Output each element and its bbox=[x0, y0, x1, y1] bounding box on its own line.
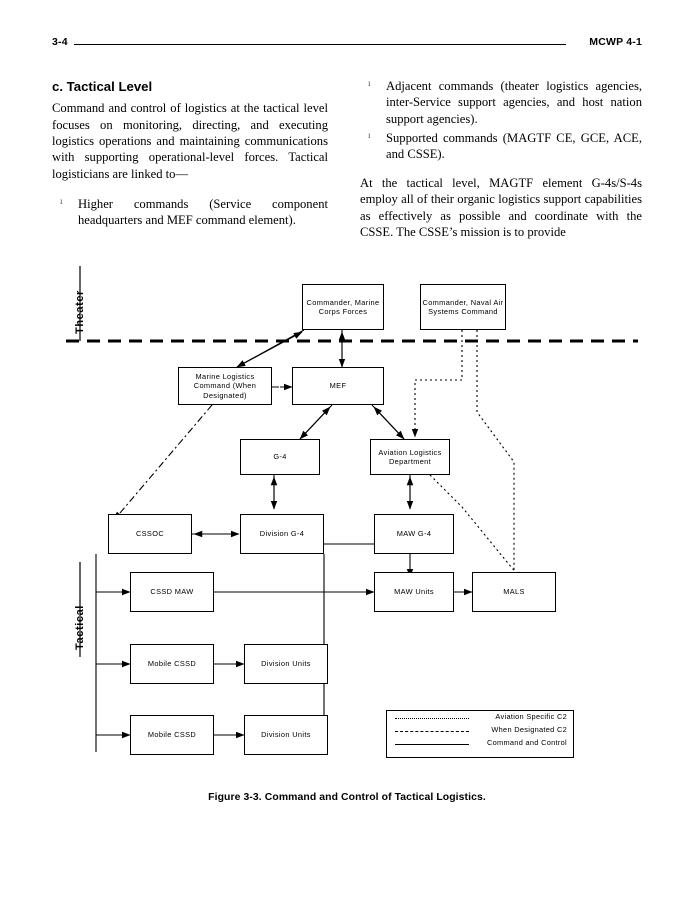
node-mef: MEF bbox=[292, 367, 384, 405]
node-division-g4: Division G-4 bbox=[240, 514, 324, 554]
left-bullet-list bbox=[52, 196, 328, 229]
band-label-theater: Theater bbox=[74, 290, 86, 334]
left-paragraph: Command and control of logistics at the tactical level focuses on monitoring, directing, and executing logistics operations and maintaining communications with supporting operational-level forces. Tactical logisticians are linked to— bbox=[52, 101, 328, 181]
page-header bbox=[52, 36, 642, 56]
legend bbox=[386, 710, 574, 758]
section-heading: c. Tactical Level bbox=[52, 79, 153, 94]
legend-row-when-designated bbox=[387, 724, 573, 737]
right-paragraph: At the tactical level, MAGTF element G-4s/S-4s employ all of their organic logistics support capabilities as effectively as possible and coordinate with the CSSE. The CSSE’s mission is to provide bbox=[360, 175, 642, 239]
list-item bbox=[52, 196, 328, 229]
node-maw-units: MAW Units bbox=[374, 572, 454, 612]
node-cssoc: CSSOC bbox=[108, 514, 192, 554]
node-marine-logistics-command: Marine Logistics Command (When Designated) bbox=[178, 367, 272, 405]
node-commander-marine-corps-forces: Commander, Marine Corps Forces bbox=[302, 284, 384, 330]
document-id: MCWP 4-1 bbox=[589, 36, 642, 48]
band-label-tactical: Tactical bbox=[74, 605, 86, 650]
list-item bbox=[360, 130, 642, 163]
node-g4: G-4 bbox=[240, 439, 320, 475]
list-item bbox=[360, 78, 642, 127]
node-aviation-logistics-department: Aviation Logistics Department bbox=[370, 439, 450, 475]
header-rule bbox=[74, 44, 566, 45]
left-column bbox=[52, 78, 328, 232]
node-division-units-2: Division Units bbox=[244, 715, 328, 755]
figure-diagram bbox=[52, 262, 642, 822]
figure-caption: Figure 3-3. Command and Control of Tactical Logistics. bbox=[208, 792, 486, 803]
legend-sample-dashdot-icon bbox=[395, 731, 469, 732]
node-maw-g4: MAW G-4 bbox=[374, 514, 454, 554]
legend-row-command-and-control bbox=[387, 737, 573, 750]
node-division-units-1: Division Units bbox=[244, 644, 328, 684]
right-bullet-list bbox=[360, 78, 642, 163]
legend-row-aviation bbox=[387, 711, 573, 724]
bullet-marker-icon: ı bbox=[368, 78, 371, 88]
list-item-label: Supported commands (MAGTF CE, GCE, ACE, and CSSE). bbox=[386, 131, 642, 162]
bullet-marker-icon: ı bbox=[60, 195, 63, 206]
legend-label: Aviation Specific C2 bbox=[495, 712, 567, 721]
legend-label: When Designated C2 bbox=[491, 725, 567, 734]
page-number: 3-4 bbox=[52, 36, 68, 48]
node-commander-naval-air-systems-command: Commander, Naval Air Systems Command bbox=[420, 284, 506, 330]
node-cssd-maw: CSSD MAW bbox=[130, 572, 214, 612]
list-item-label: Higher commands (Service component headquarters and MEF command element). bbox=[78, 196, 328, 228]
node-mobile-cssd-2: Mobile CSSD bbox=[130, 715, 214, 755]
right-column bbox=[360, 78, 642, 250]
list-item-label: Adjacent commands (theater logistics agencies, inter-Service support agencies, and host nation support agencies). bbox=[386, 79, 642, 126]
bullet-marker-icon: ı bbox=[368, 130, 371, 141]
legend-label: Command and Control bbox=[486, 738, 567, 747]
node-mals: MALS bbox=[472, 572, 556, 612]
node-mobile-cssd-1: Mobile CSSD bbox=[130, 644, 214, 684]
legend-sample-dotted-icon bbox=[395, 718, 469, 719]
legend-sample-solid-icon bbox=[395, 744, 469, 745]
